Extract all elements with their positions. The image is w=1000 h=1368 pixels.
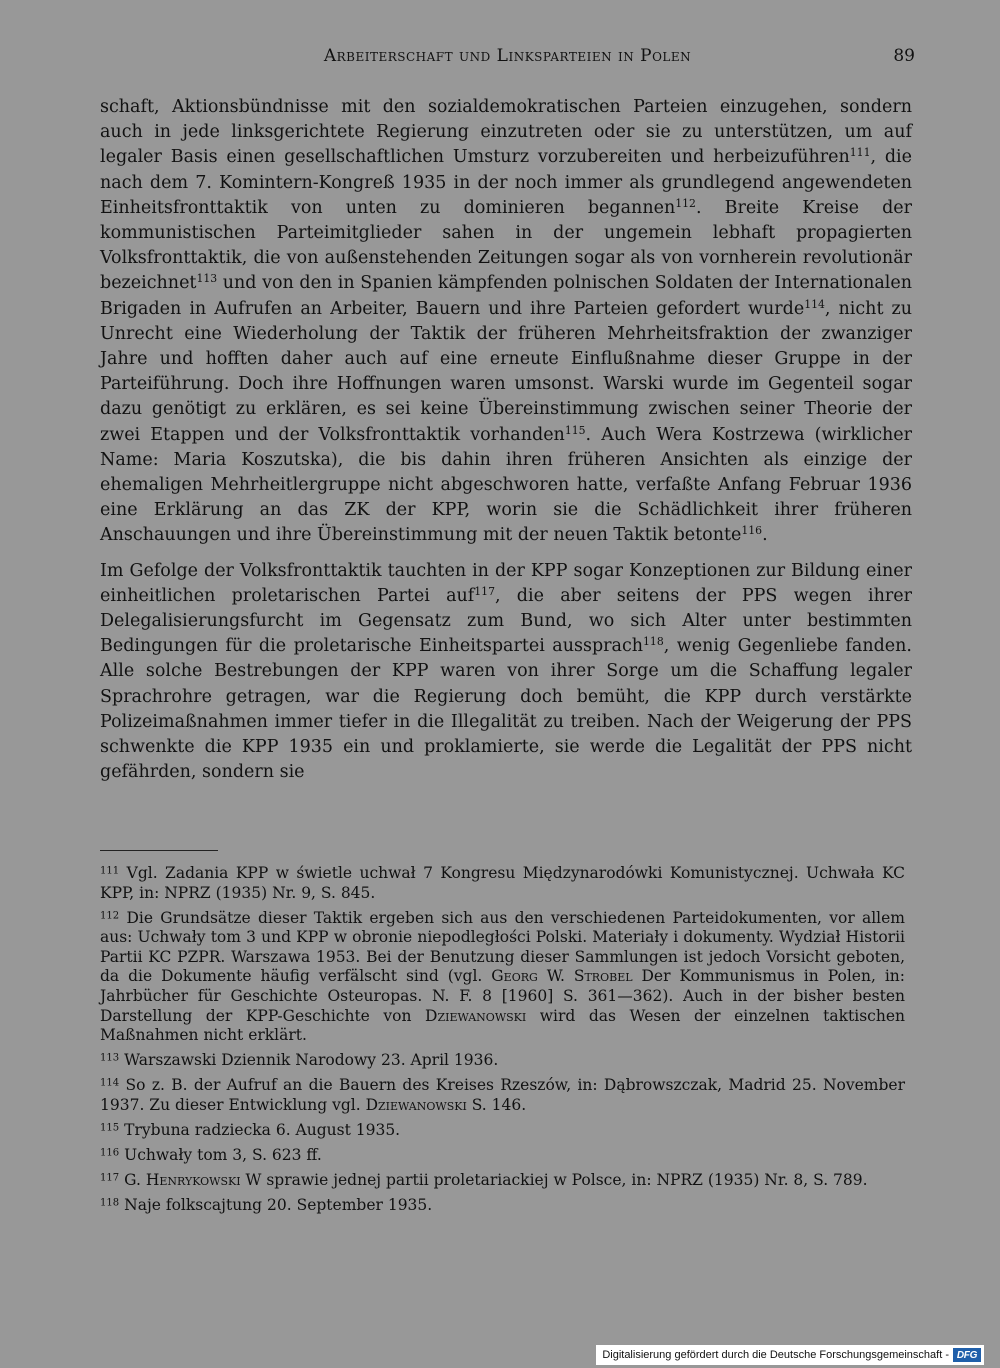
footnote-115: $^{115}$ Trybuna radziecka 6. August 1935.	[100, 1120, 401, 1139]
author-name: Georg W. Strobel	[491, 967, 633, 986]
footnote-ref-113[interactable]: 113	[196, 272, 218, 286]
footnote-113: $^{113}$ Warszawski Dziennik Narodowy 23. April 1936.	[100, 1051, 499, 1070]
footnote-number: 113	[100, 1052, 120, 1064]
footnote-number: 111	[100, 865, 120, 877]
footnote-number: 118	[100, 1197, 120, 1209]
footnote-ref-118[interactable]: 118	[643, 635, 664, 649]
footnote-number: 115	[100, 1122, 120, 1134]
footnote-ref-111[interactable]: 111	[849, 146, 871, 160]
digitization-credit	[596, 1345, 984, 1365]
dfg-logo-icon: DFG	[953, 1348, 981, 1362]
footnote-number: 114	[100, 1077, 120, 1089]
author-name: G. Henrykowski	[124, 1170, 241, 1189]
running-title: Arbeiterschaft und Linksparteien in Polen	[323, 46, 692, 66]
footnote-ref-112[interactable]: 112	[675, 196, 696, 210]
footnote-ref-115[interactable]: 115	[564, 423, 586, 437]
footnote-111: $^{111}$ Vgl. Zadania KPP w świetle uchwał 7 Kongresu Międzynarodówki Komunistycznej. Uchwała KC KPP, in: NPRZ (1935) Nr. 9, S. 845.	[100, 864, 905, 902]
page-header	[100, 46, 915, 72]
footnote-ref-114[interactable]: 114	[804, 297, 825, 311]
footnote-number: 117	[100, 1172, 120, 1184]
footnote-114: $^{114}$ So z. B. der Aufruf an die Bauern des Kreises Rzeszów, in: Dąbrowszczak, Madrid 25. November 1937. Zu dieser Entwicklung vgl. Dziewanowski S. 146.	[100, 1076, 905, 1114]
footnotes	[100, 864, 905, 1221]
footnote-number: 116	[100, 1147, 120, 1159]
page-number: 89	[893, 46, 915, 66]
paragraph-1: schaft, Aktionsbündnisse mit den sozialdemokratischen Parteien einzugehen, sondern auch in jede linksgerichtete Regierung einzutreten oder sie zu unterstützen, um auf legaler Basis einen gesellschaftlichen Umsturz vorzubereiten und herbeizuführen$^{111}$, die nach dem 7. Komintern-Kongreß 1935 in der noch immer als grundlegend angewendeten Einheitsfronttaktik von unten zu dominieren begannen$^{112}$. Breite Kreise der kommunistischen Parteimitglieder sahen in der ungemein lebhaft propagierten Volksfronttaktik, die von außenstehenden Zeitungen sogar als von vornherein revolutionär bezeichnet$^{113}$ und von den in Spanien kämpfenden polnischen Soldaten der Internationalen Brigaden in Aufrufen an Arbeiter, Bauern und ihre Parteien gefordert wurde$^{114}$, nicht zu Unrecht eine Wiederholung der Taktik der früheren Mehrheitsfraktion der zwanziger Jahre und hofften daher auch auf eine erneute Einflußnahme dieser Gruppe in der Parteiführung. Doch ihre Hoffnungen waren umsonst. Warski wurde im Gegenteil sogar dazu genötigt zu erklären, es sei keine Übereinstimmung zwischen seiner Theorie der zwei Etappen und der Volksfronttaktik vorhanden$^{115}$. Auch Wera Kostrzewa (wirklicher Name: Maria Koszutska), die bis dahin ihren früheren Ansichten als einzige der ehemaligen Mehrheitlergruppe nicht abgeschworen hatte, verfaßte Anfang Februar 1936 eine Erklärung an das ZK der KPP, worin sie die Schädlichkeit ihrer früheren Anschauungen und ihre Übereinstimmung mit der neuen Taktik betonte$^{116}$.	[100, 97, 913, 546]
footnote-ref-117[interactable]: 117	[474, 584, 495, 598]
paragraph-2: Im Gefolge der Volksfronttaktik tauchten in der KPP sogar Konzeptionen zur Bildung einer einheitlichen proletarischen Partei auf$^{117}$, die aber seitens der PPS wegen ihrer Delegalisierungsfurcht im Gegensatz zum Bund, wo sich Alter unter bestimmten Bedingungen für die proletarische Einheitspartei aussprach$^{118}$, wenig Gegenliebe fanden. Alle solche Bestrebungen der KPP waren von ihrer Sorge um die Schaffung legaler Sprachrohre getragen, war die Regierung doch bemüht, die KPP durch verstärkte Polizeimaßnahmen immer tiefer in die Illegalität zu treiben. Nach der Weigerung der PPS schwenkte die KPP 1935 ein und proklamierte, sie werde die Legalität der PPS nicht gefährden, sondern sie	[100, 560, 912, 783]
main-text	[100, 95, 912, 785]
footnote-112: $^{112}$ Die Grundsätze dieser Taktik ergeben sich aus den verschiedenen Parteidokumenten, vor allem aus: Uchwały tom 3 und KPP w obronie niepodległości Polski. Materiały i dokumenty. Wydział Historii Partii KC PZPR. Warszawa 1953. Bei der Benutzung dieser Sammlungen ist jedoch Vorsicht geboten, da die Dokumente häufig verfälscht sind (vgl. Georg W. Strobel Der Kommunismus in Polen, in: Jahrbücher für Geschichte Osteuropas. N. F. 8 [1960] S. 361—362). Auch in der bisher besten Darstellung der KPP-Geschichte von Dziewanowski wird das Wesen der einzelnen taktischen Maßnahmen nicht erklärt.	[100, 908, 906, 1045]
footnote-118: $^{118}$ Naje folkscajtung 20. September 1935.	[100, 1195, 433, 1214]
author-name: Dziewanowski	[365, 1095, 467, 1114]
credit-text: Digitalisierung gefördert durch die Deutsche Forschungsgemeinschaft -	[602, 1349, 949, 1361]
footnote-ref-116[interactable]: 116	[741, 524, 763, 538]
footnote-117: $^{117}$ G. Henrykowski W sprawie jednej partii proletariackiej w Polsce, in: NPRZ (1935) Nr. 8, S. 789.	[100, 1170, 868, 1189]
footnote-number: 112	[100, 910, 120, 922]
author-name: Dziewanowski	[425, 1006, 527, 1025]
footnote-116: $^{116}$ Uchwały tom 3, S. 623 ff.	[100, 1145, 322, 1164]
footnote-separator	[100, 850, 218, 851]
